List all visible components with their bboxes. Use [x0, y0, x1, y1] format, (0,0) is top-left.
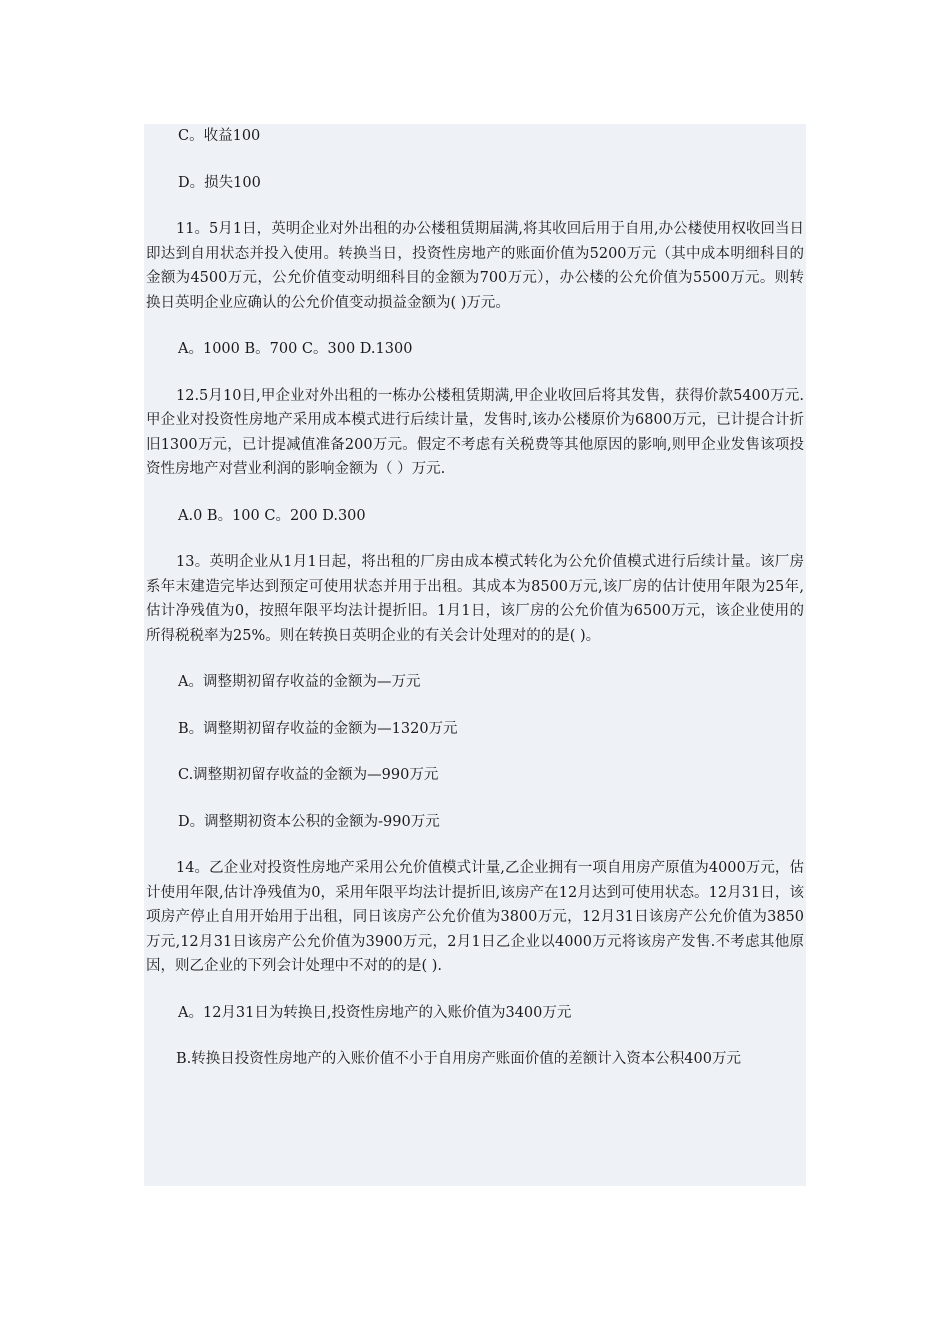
- spacer: [146, 1025, 804, 1047]
- spacer: [146, 979, 804, 1001]
- q13-stem: 13。英明企业从1月1日起，将出租的厂房由成本模式转化为公允价值模式进行后续计量。该厂房系年末建造完毕达到预定可使用状态并用于出租。其成本为8500万元,该厂房的估计使用年限为25年,估计净残值为0，按照年限平均法计提折旧。1月1日，该厂房的公允价值为6500万元，该企业使用的所得税税率为25%。则在转换日英明企业的有关会计处理对的的是( )。: [146, 554, 804, 644]
- q12-stem: 12.5月10日,甲企业对外出租的一栋办公楼租赁期满,甲企业收回后将其发售，获得价款5400万元.甲企业对投资性房地产采用成本模式进行后续计量，发售时,该办公楼原价为6800万元，已计提合计折旧1300万元，已计提减值准备200万元。假定不考虑有关税费等其他原因的影响,则甲企业发售该项投资性房地产对营业利润的影响金额为（ ）万元.: [146, 387, 804, 477]
- q10-option-c: C。收益100: [178, 128, 261, 144]
- spacer: [146, 362, 804, 384]
- q14-option-b: B.转换日投资性房地产的入账价值不小于自用房产账面价值的差额计入资本公积400万元: [176, 1051, 741, 1067]
- q13-option-a: A。调整期初留存收益的金额为—万元: [178, 674, 421, 690]
- spacer: [146, 528, 804, 550]
- spacer: [146, 741, 804, 763]
- spacer: [146, 834, 804, 856]
- document-content: [144, 124, 806, 1186]
- q14-option-a: A。12月31日为转换日,投资性房地产的入账价值为3400万元: [178, 1004, 572, 1021]
- q14-stem: 14。乙企业对投资性房地产采用公允价值模式计量,乙企业拥有一项自用房产原值为4000万元，估计使用年限,估计净残值为0，采用年限平均法计提折旧,该房产在12月达到可使用状态。12月31日，该项房产停止自用开始用于出租，同日该房产公允价值为3800万元，12月31日该房产公允价值为3850万元,12月31日该房产公允价值为3900万元，2月1日乙企业以4000万元将该房产发售.不考虑其他原因，则乙企业的下列会计处理中不对的的是( ).: [146, 860, 804, 974]
- q13-option-b: B。调整期初留存收益的金额为—1320万元: [178, 720, 458, 737]
- q12-options: A.0 B。100 C。200 D.300: [178, 507, 366, 524]
- spacer: [146, 482, 804, 504]
- q13-option-c: C.调整期初留存收益的金额为—990万元: [178, 767, 439, 783]
- spacer: [146, 648, 804, 670]
- spacer: [146, 695, 804, 717]
- spacer: [146, 149, 804, 171]
- spacer: [146, 195, 804, 217]
- q13-option-d: D。调整期初资本公积的金额为-990万元: [178, 813, 440, 830]
- spacer: [146, 315, 804, 337]
- q10-option-d: D。损失100: [178, 174, 261, 191]
- spacer: [146, 788, 804, 810]
- q11-stem: 11。5月1日，英明企业对外出租的办公楼租赁期届满,将其收回后用于自用,办公楼使用权收回当日即达到自用状态并投入使用。转换当日，投资性房地产的账面价值为5200万元（其中成本明细科目的金额为4500万元，公允价值变动明细科目的金额为700万元），办公楼的公允价值为5500万元。则转换日英明企业应确认的公允价值变动损益金额为( )万元。: [146, 221, 804, 311]
- q11-options: A。1000 B。700 C。300 D.1300: [178, 341, 413, 357]
